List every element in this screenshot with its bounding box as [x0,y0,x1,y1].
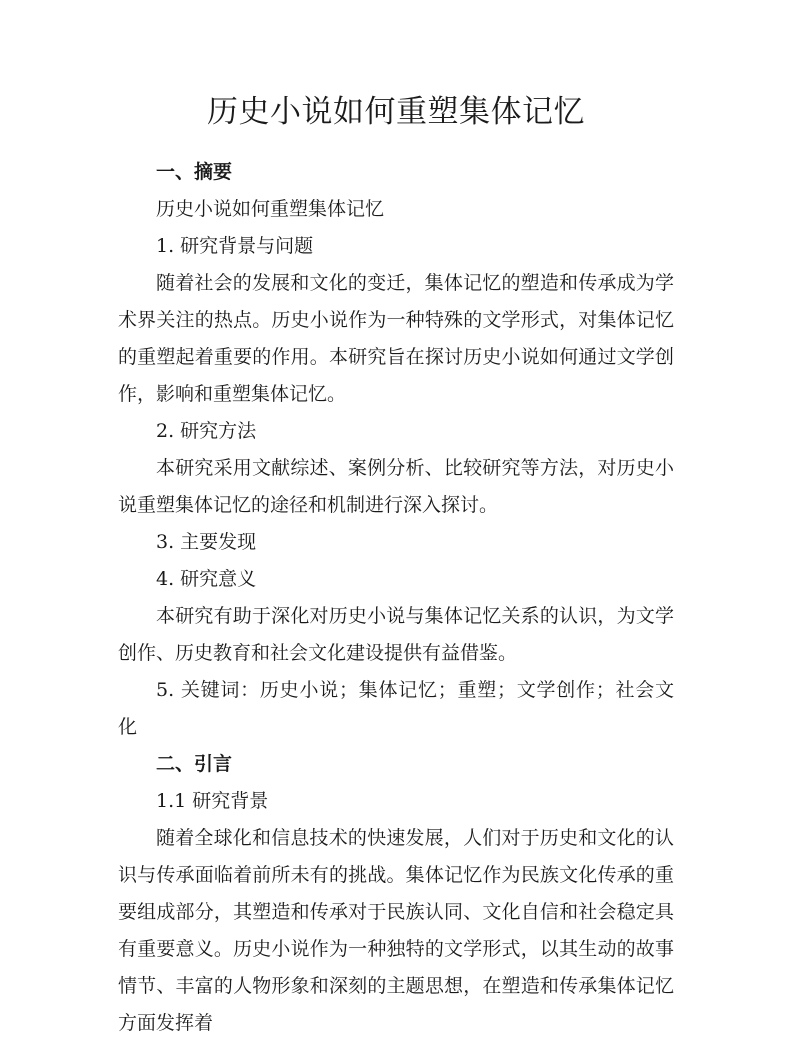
keywords-line: 5. 关键词：历史小说；集体记忆；重塑；文学创作；社会文化 [118,679,674,738]
paragraph-significance: 本研究有助于深化对历史小说与集体记忆关系的认识，为文学创作、历史教育和社会文化建设提供有益借鉴。 [118,605,674,664]
item-heading-findings: 3. 主要发现 [156,531,257,553]
abstract-subtitle: 历史小说如何重塑集体记忆 [156,198,385,220]
document-page [118,88,674,1042]
paragraph-intro-background: 随着全球化和信息技术的快速发展，人们对于历史和文化的认识与传承面临着前所未有的挑战。集体记忆作为民族文化传承的重要组成部分，其塑造和传承对于民族认同、文化自信和社会稳定具有重要意义。历史小说作为一种独特的文学形式，以其生动的故事情节、丰富的人物形象和深刻的主题思想，在塑造和传承集体记忆方面发挥着 [118,827,674,1034]
item-heading-background: 1. 研究背景与问题 [156,235,314,257]
section-heading-abstract: 一、摘要 [156,161,233,183]
document-title: 历史小说如何重塑集体记忆 [207,94,585,130]
item-heading-method: 2. 研究方法 [156,420,257,442]
subsection-heading-background: 1.1 研究背景 [156,790,269,812]
paragraph-method: 本研究采用文献综述、案例分析、比较研究等方法，对历史小说重塑集体记忆的途径和机制进行深入探讨。 [118,457,674,516]
section-heading-introduction: 二、引言 [156,753,233,775]
paragraph-background: 随着社会的发展和文化的变迁，集体记忆的塑造和传承成为学术界关注的热点。历史小说作为一种特殊的文学形式，对集体记忆的重塑起着重要的作用。本研究旨在探讨历史小说如何通过文学创作，影响和重塑集体记忆。 [118,272,674,405]
item-heading-significance: 4. 研究意义 [156,568,257,590]
